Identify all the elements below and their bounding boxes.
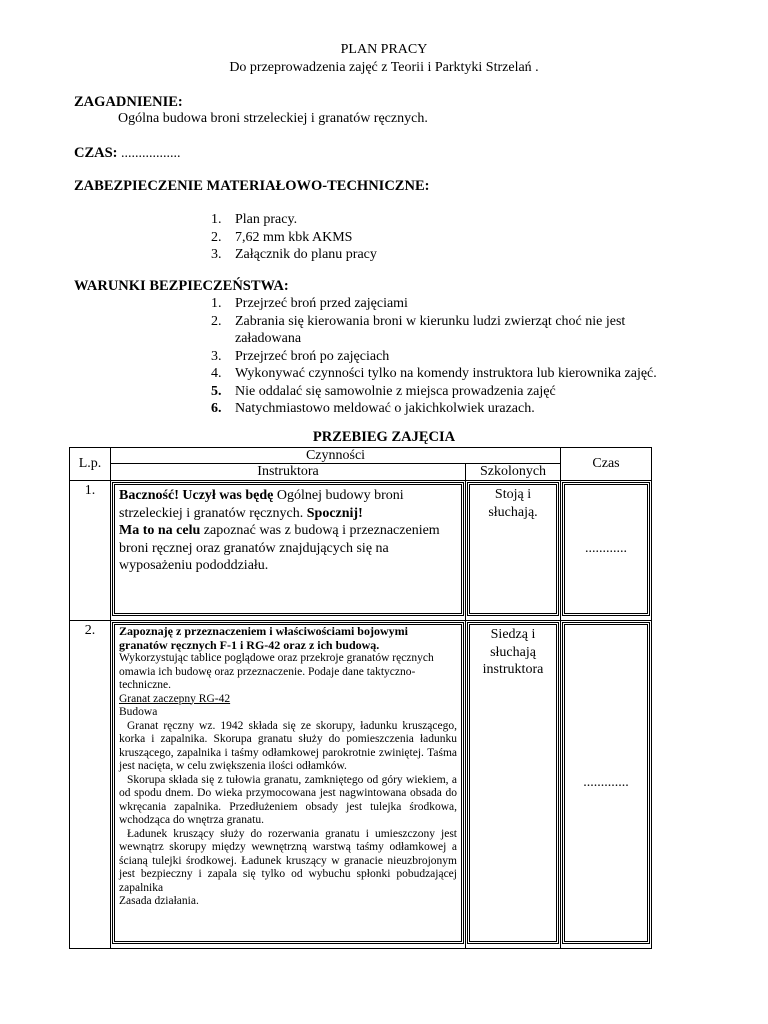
list-item — [211, 400, 657, 418]
list-item-number: 2. — [211, 229, 222, 245]
list-item-number: 5. — [211, 383, 222, 399]
row-szkolonych-box — [467, 482, 559, 616]
goal-label: Ma to na celu — [119, 523, 201, 538]
zabezpieczenie-label: ZABEZPIECZENIE MATERIAŁOWO-TECHNICZNE: — [74, 178, 430, 194]
command-spocznij: Spocznij! — [306, 505, 363, 521]
list-item — [211, 365, 657, 383]
list-item-number: 3. — [211, 348, 222, 364]
warunki-label: WARUNKI BEZPIECZEŃSTWA: — [74, 278, 289, 294]
list-item-text: 7,62 mm kbk AKMS — [235, 229, 353, 245]
header-szkolonych: Szkolonych — [466, 464, 561, 481]
row-szkolonych: Siedzą i słuchają instruktora — [482, 627, 544, 677]
row-lp: 1. — [70, 481, 111, 621]
row-text-part: Ogólnej budowy broni strzeleckiej i granatów ręcznych. — [119, 488, 404, 521]
czas-value: ................. — [121, 146, 181, 161]
list-item-text: Przejrzeć broń po zajęciach — [235, 348, 390, 364]
list-item — [211, 211, 377, 229]
list-item-number: 6. — [211, 401, 222, 416]
list-item-text: Załącznik do planu pracy — [235, 247, 377, 262]
table-row — [70, 481, 652, 621]
zabezpieczenie-list — [211, 211, 377, 264]
row-szkolonych-box — [467, 622, 559, 944]
list-item — [211, 229, 377, 247]
list-item — [211, 313, 657, 331]
list-item-text: załadowana — [235, 331, 302, 346]
list-item-number: 2. — [211, 313, 222, 329]
list-item-text: Zabrania się kierowania broni w kierunku ludzi zwierząt choć nie jest — [235, 313, 626, 329]
list-item — [211, 246, 377, 264]
row-szkolonych-cell — [466, 621, 561, 949]
list-item-number: 1. — [211, 296, 222, 311]
row-instruktora-cell — [111, 621, 466, 949]
list-item-text: Plan pracy. — [235, 212, 298, 227]
list-item-text: Natychmiastowo meldować o jakichkolwiek urazach. — [235, 401, 535, 416]
list-item — [211, 383, 657, 401]
row-paragraph-3: Ładunek kruszący służy do rozerwania granatu i umieszczony jest wewnątrz skorupy między wewnętrzną warstwą taśmy odłamkowej a ścianą tulejki środkowej. Ładunek kruszący w granacie nieuzbrojonym jest bezpieczny i zapala się tylko od wybuchu spłonki pobudzającej zapalnika — [119, 827, 457, 894]
row-czas-box — [562, 482, 650, 616]
zagadnienie-label: ZAGADNIENIE: — [74, 94, 183, 110]
list-item-text: Przejrzeć broń przed zajęciami — [235, 296, 408, 311]
list-item — [211, 330, 657, 348]
row-czas: ............. — [583, 775, 629, 790]
list-item-number: 3. — [211, 247, 222, 262]
list-item-number: 4. — [211, 366, 222, 381]
row-heading: Zapoznaję z przeznaczeniem i właściwościami bojowymi granatów ręcznych F-1 i RG-42 oraz z ich budową. — [119, 624, 408, 652]
header-instruktora: Instruktora — [111, 464, 466, 481]
czas-label: CZAS: — [74, 145, 118, 161]
warunki-list — [211, 295, 657, 418]
czas-line — [74, 145, 181, 162]
row-paragraph-2: Skorupa składa się z tułowia granatu, zamkniętego od góry wiekiem, a od spodu dnem. Do wieka przymocowana jest nagwintowana obsada do wkręcania zapalnika. Przedłużeniem obsady jest tulejka środkowa, wchodząca do wnętrza granatu. — [119, 773, 457, 826]
row-czas-box — [562, 622, 650, 944]
command-bacznosc: Baczność! Uczył was będę — [119, 488, 274, 503]
document-title: PLAN PRACY — [340, 42, 428, 57]
row-szkolonych-cell — [466, 481, 561, 621]
row-instruktora-text — [115, 485, 461, 577]
row-szkolonych: Stoją i słuchają. — [488, 487, 538, 520]
list-item-number: 1. — [211, 212, 222, 227]
header-czas: Czas — [561, 448, 652, 481]
row-czas: ............ — [585, 541, 628, 556]
row-text-part: zapoznać was z budową i przeznaczeniem broni ręcznej oraz granatów znajdujących się na wyposażeniu pododdziału. — [119, 523, 440, 573]
list-item-text: Wykonywać czynności tylko na komendy instruktora lub kierownika zajęć. — [235, 366, 657, 381]
row-instruktora-box — [112, 482, 464, 616]
row-intro: Wykorzystując tablice poglądowe oraz przekroje granatów ręcznych omawia ich budowę oraz przeznaczenie. Podaje dane taktyczno-techniczne. — [119, 652, 434, 691]
header-lp: L.p. — [70, 448, 111, 481]
list-item — [211, 348, 657, 366]
row-czas-cell — [561, 621, 652, 949]
header-czynnosci: Czynności — [111, 448, 561, 464]
row-zasada: Zasada działania. — [119, 895, 199, 907]
document-subtitle: Do przeprowadzenia zajęć z Teorii i Parktyki Strzelań . — [229, 60, 539, 75]
row-czas-cell — [561, 481, 652, 621]
row-paragraph-1: Granat ręczny wz. 1942 składa się ze skorupy, ładunku kruszącego, korka i zapalnika. Skorupa granatu służy do pomieszczenia ładunku kruszącego, zapalnika i taśmy odłamkowej parokrotnie zwiniętej. Taśma jest nacięta, w celu zwiększenia ilości odłamków. — [119, 719, 457, 772]
list-item — [211, 295, 657, 313]
przebieg-table — [69, 447, 652, 949]
row-lp: 2. — [70, 621, 111, 949]
row-budowa: Budowa — [119, 706, 158, 718]
row-subtitle: Granat zaczepny RG-42 — [119, 692, 231, 705]
row-instruktora-cell — [111, 481, 466, 621]
przebieg-title: PRZEBIEG ZAJĘCIA — [312, 429, 456, 445]
zagadnienie-text: Ogólna budowa broni strzeleckiej i granatów ręcznych. — [118, 111, 428, 126]
list-item-text: Nie oddalać się samowolnie z miejsca prowadzenia zajęć — [235, 383, 556, 399]
table-row — [70, 621, 652, 949]
row-instruktora-box — [112, 622, 464, 944]
